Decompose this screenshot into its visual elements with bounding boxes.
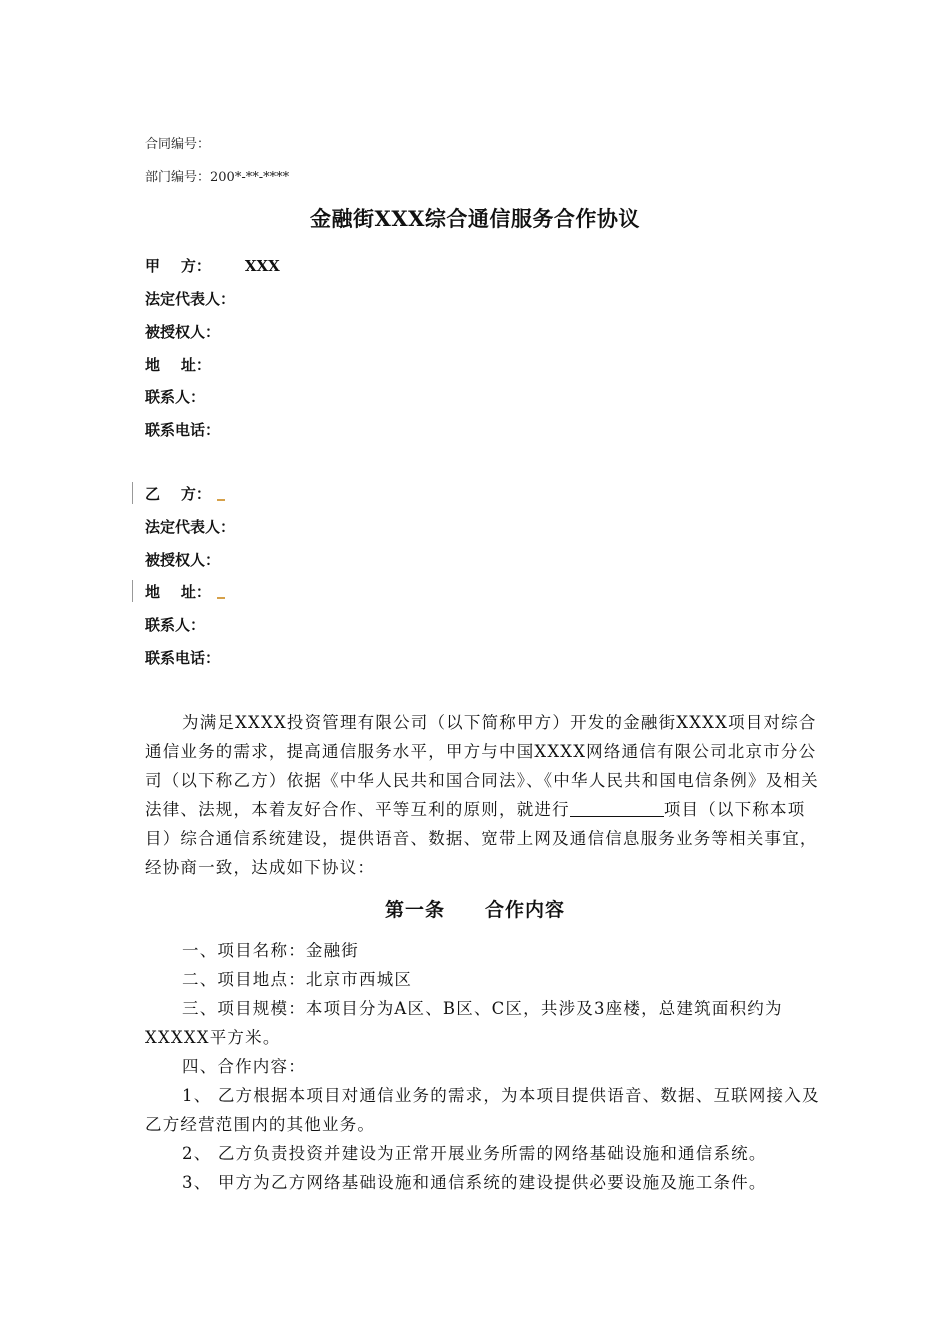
party-b-address-label: 地 址：	[145, 583, 211, 601]
article-item: 2、 乙方负责投资并建设为正常开展业务所需的网络基础设施和通信系统。	[182, 1144, 767, 1163]
party-b-phone: 联系电话：	[145, 649, 221, 667]
party-a-legal-rep: 法定代表人：	[145, 290, 236, 308]
article-1-heading	[0, 895, 950, 922]
intro-paragraph	[145, 708, 825, 882]
article-item: 3、 甲方为乙方网络基础设施和通信系统的建设提供必要设施及施工条件。	[182, 1173, 767, 1192]
party-a-authorized: 被授权人：	[145, 323, 221, 341]
party-b-name-label: 乙 方：	[145, 485, 211, 503]
party-b-contact: 联系人：	[145, 616, 206, 634]
contract-number: 合同编号：	[145, 137, 211, 152]
article-1-title: 合作内容	[485, 899, 566, 921]
article-item: 1、 乙方根据本项目对通信业务的需求，为本项目提供语音、数据、互联网接入及乙方经营范围内的其他业务。	[145, 1086, 820, 1134]
article-item: 二、项目地点：北京市西城区	[182, 970, 413, 989]
party-b-name-field[interactable]	[217, 499, 225, 501]
party-b-name[interactable]	[145, 483, 225, 505]
party-a-contact: 联系人：	[145, 388, 206, 406]
party-b-address-field[interactable]	[217, 597, 225, 599]
intro-text-2: 项目（以下称本项目）综合通信系统建设，提供语音、数据、宽带上网及通信信息服务业务等相关事宜，经协商一致，达成如下协议：	[145, 800, 818, 877]
party-a-address: 地 址：	[145, 356, 211, 374]
party-a-name-label: 甲 方：	[145, 257, 211, 275]
article-item: 三、项目规模：本项目分为A区、B区、C区，共涉及3座楼，总建筑面积约为XXXXX平方米。	[145, 999, 783, 1047]
revision-bar	[132, 580, 133, 602]
article-item: 一、项目名称：金融街	[182, 941, 359, 960]
project-name-blank[interactable]	[570, 798, 664, 817]
party-b-address[interactable]	[145, 581, 225, 603]
party-a-name-value: XXX	[244, 257, 280, 275]
article-1-number: 第一条	[384, 899, 445, 921]
party-a-phone: 联系电话：	[145, 421, 221, 439]
party-b-legal-rep: 法定代表人：	[145, 518, 236, 536]
revision-bar	[132, 482, 133, 504]
intro-text-1: 为满足XXXX投资管理有限公司（以下简称甲方）开发的金融街XXXX项目对综合通信业务的需求，提高通信服务水平，甲方与中国XXXX网络通信有限公司北京市分公司（以下称乙方）依据《中华人民共和国合同法》、《中华人民共和国电信条例》及相关法律、法规，本着友好合作、平等互利的原则，就进行	[145, 713, 819, 819]
article-1-body	[145, 936, 825, 1197]
document-title: 金融街XXX综合通信服务合作协议	[310, 206, 640, 231]
party-a-name	[145, 255, 280, 277]
article-item: 四、合作内容：	[182, 1057, 306, 1076]
party-b-authorized: 被授权人：	[145, 551, 221, 569]
department-number: 部门编号：200*-**-****	[145, 170, 290, 185]
